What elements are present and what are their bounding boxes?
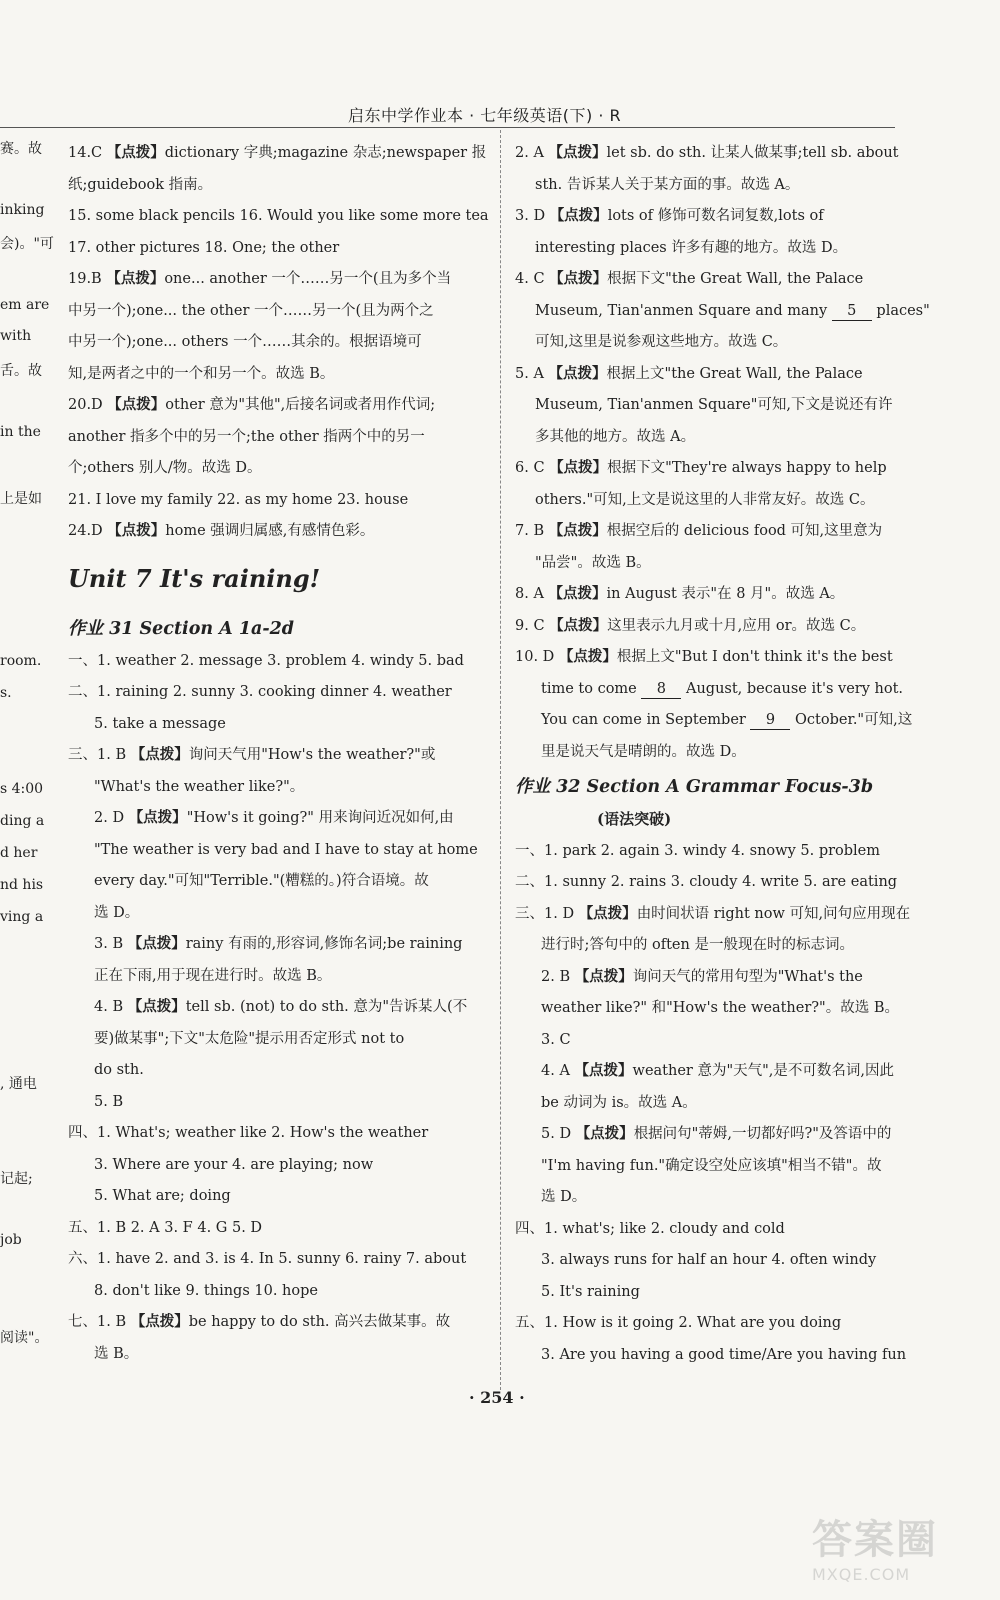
page-header <box>0 103 1000 125</box>
answer-20: 20.D 【点拨】other 意为"其他",后接名词或者用作代词; <box>68 397 436 413</box>
part-4: 四、1. what's; like 2. cloudy and cold <box>515 1220 785 1237</box>
answer-line: 选 D。 <box>541 1189 587 1205</box>
edge-text: 阅读"。 <box>0 1330 49 1346</box>
answer-line: interesting places 许多有趣的地方。故选 D。 <box>535 239 848 256</box>
blank-9: 9 <box>750 711 790 730</box>
answer-line: Museum, Tian'anmen Square"可知,下文是说还有许 <box>535 397 893 413</box>
answer-line: weather like?" 和"How's the weather?"。故选 B。 <box>541 1000 899 1016</box>
answer-line: 可知,这里是说参观这些地方。故选 C。 <box>535 334 788 350</box>
edge-text: in the <box>0 424 41 440</box>
column-divider <box>500 130 501 1390</box>
answer-line: "What's the weather like?"。 <box>94 778 305 795</box>
answer-line: 选 D。 <box>94 904 140 921</box>
answer-r9: 9. C 【点拨】这里表示九月或十月,应用 or。故选 C。 <box>515 617 866 634</box>
part-1: 一、1. weather 2. message 3. problem 4. windy 5. bad <box>68 652 464 669</box>
answer-line: "The weather is very bad and I have to stay at home <box>94 841 478 858</box>
part-2: 二、1. raining 2. sunny 3. cooking dinner 4. weather <box>68 684 452 700</box>
answer-17-18: 17. other pictures 18. One; the other <box>68 239 340 256</box>
part-6-cont: 8. don't like 9. things 10. hope <box>94 1282 318 1299</box>
answer-line: 选 B。 <box>94 1345 139 1362</box>
edge-text: with <box>0 328 32 344</box>
answer-21-23: 21. I love my family 22. as my home 23. house <box>68 491 409 508</box>
edge-text: em are <box>0 297 50 313</box>
answer-line: every day."可知"Terrible."(糟糕的。)符合语境。故 <box>94 873 429 889</box>
answer-19: 19.B 【点拨】one... another 一个……另一个(且为多个当 <box>68 271 452 287</box>
answer-24: 24.D 【点拨】home 强调归属感,有感情色彩。 <box>68 523 375 539</box>
part-3-q2: 2. D 【点拨】"How's it going?" 用来询问近况如何,由 <box>94 810 454 826</box>
answer-r7: 7. B 【点拨】根据空后的 delicious food 可知,这里意为 <box>515 523 883 539</box>
watermark-logo <box>812 1508 972 1593</box>
right-column <box>515 138 930 1371</box>
section-31-title: 作业 31 Section A 1a-2d <box>68 618 295 639</box>
answer-r2: 2. A 【点拨】let sb. do sth. 让某人做某事;tell sb. about <box>515 145 899 161</box>
blank-8: 8 <box>641 680 681 699</box>
edge-text: room. <box>0 653 42 669</box>
part-4-cont: 5. It's raining <box>541 1283 640 1300</box>
part-3-q5: 5. D 【点拨】根据问句"蒂姆,一切都好吗?"及答语中的 <box>541 1126 892 1142</box>
part-1: 一、1. park 2. again 3. windy 4. snowy 5. problem <box>515 842 881 859</box>
answer-line: sth. 告诉某人关于某方面的事。故选 A。 <box>535 176 800 193</box>
part-3-q4: 4. A 【点拨】weather 意为"天气",是不可数名词,因此 <box>541 1063 895 1079</box>
part-3-q2: 2. B 【点拨】询问天气的常用句型为"What's the <box>541 968 863 985</box>
edge-text: s 4:00 <box>0 781 44 797</box>
header-rule <box>0 127 895 128</box>
edge-text: 赛。故 <box>0 141 42 157</box>
part-3-q4: 4. B 【点拨】tell sb. (not) to do sth. 意为"告诉某人(不 <box>94 999 468 1015</box>
answer-line: 纸;guidebook 指南。 <box>68 176 213 193</box>
left-column <box>68 138 489 1370</box>
section-32-title: 作业 32 Section A Grammar Focus-3b <box>515 777 874 797</box>
edge-text: ving a <box>0 909 44 925</box>
part-4-cont: 3. always runs for half an hour 4. often windy <box>541 1252 877 1268</box>
answer-line: 进行时;答句中的 often 是一般现在时的标志词。 <box>541 937 854 953</box>
book-title: 启东中学作业本 · 七年级英语(下) · R <box>348 106 622 125</box>
edge-text: , 通电 <box>0 1076 37 1092</box>
answer-line: 里是说天气是晴朗的。故选 D。 <box>541 743 746 760</box>
answer-line: You can come in September 9 October."可知,这 <box>541 712 913 728</box>
left-edge-fragments <box>0 0 54 1600</box>
edge-text: ding a <box>0 813 45 829</box>
answer-line: "品尝"。故选 B。 <box>535 554 651 571</box>
edge-text: s. <box>0 685 12 701</box>
answer-line: 多其他的地方。故选 A。 <box>535 428 696 445</box>
section-32-subtitle: (语法突破) <box>597 810 672 828</box>
part-4: 四、1. What's; weather like 2. How's the weather <box>68 1125 429 1141</box>
answer-line: 个;others 别人/物。故选 D。 <box>68 460 262 476</box>
answer-line: do sth. <box>94 1062 144 1078</box>
edge-text: 舌。故 <box>0 363 42 379</box>
answer-r8: 8. A 【点拨】in August 表示"在 8 月"。故选 A。 <box>515 586 845 602</box>
watermark-url: MXQE.COM <box>812 1565 911 1584</box>
answer-r3: 3. D 【点拨】lots of 修饰可数名词复数,lots of <box>515 208 824 224</box>
answer-line: 知,是两者之中的一个和另一个。故选 B。 <box>68 365 335 382</box>
edge-text: nd his <box>0 877 44 893</box>
answer-14: 14.C 【点拨】dictionary 字典;magazine 杂志;newspaper 报 <box>68 145 487 161</box>
part-5-cont: 3. Are you having a good time/Are you having fun <box>541 1346 907 1363</box>
answer-15-16: 15. some black pencils 16. Would you like some more tea <box>68 208 489 224</box>
answer-line: "I'm having fun."确定设空处应该填"相当不错"。故 <box>541 1157 882 1174</box>
part-2: 二、1. sunny 2. rains 3. cloudy 4. write 5. are eating <box>515 874 898 890</box>
answer-line: another 指多个中的另一个;the other 指两个中的另一 <box>68 428 425 445</box>
answer-line: Museum, Tian'anmen Square and many 5 places" <box>535 302 930 319</box>
edge-text: 记起; <box>0 1171 33 1187</box>
blank-5: 5 <box>832 302 872 321</box>
answer-r6: 6. C 【点拨】根据下文"They're always happy to help <box>515 460 887 476</box>
part-5: 五、1. How is it going 2. What are you doing <box>515 1315 842 1331</box>
part-5: 五、1. B 2. A 3. F 4. G 5. D <box>68 1219 263 1236</box>
answer-line: 中另一个);one... the other 一个……另一个(且为两个之 <box>68 302 434 319</box>
part-6: 六、1. have 2. and 3. is 4. In 5. sunny 6. rainy 7. about <box>68 1251 467 1267</box>
answer-r4: 4. C 【点拨】根据下文"the Great Wall, the Palace <box>515 271 864 287</box>
watermark-text: 答案圈 <box>812 1517 938 1563</box>
answer-line: 要)做某事";下文"太危险"提示用否定形式 not to <box>94 1030 405 1047</box>
answer-line: 正在下雨,用于现在进行时。故选 B。 <box>94 967 332 984</box>
part-3-q3: 3. B 【点拨】rainy 有雨的,形容词,修饰名词;be raining <box>94 936 463 952</box>
answer-line: be 动词为 is。故选 A。 <box>541 1094 697 1111</box>
part-3-q1: 三、1. D 【点拨】由时间状语 right now 可知,问句应用现在 <box>515 905 911 922</box>
answer-line: 中另一个);one... others 一个……其余的。根据语境可 <box>68 334 422 350</box>
part-4-cont: 3. Where are your 4. are playing; now <box>94 1156 374 1173</box>
part-3-q3: 3. C <box>541 1031 571 1048</box>
edge-text: inking <box>0 202 45 218</box>
part-2-cont: 5. take a message <box>94 715 226 732</box>
answer-r5: 5. A 【点拨】根据上文"the Great Wall, the Palace <box>515 365 863 382</box>
answer-r10: 10. D 【点拨】根据上文"But I don't think it's the best <box>515 649 893 665</box>
edge-text: d her <box>0 845 38 861</box>
unit-title: Unit 7 It's raining! <box>68 563 321 593</box>
part-3-q5: 5. B <box>94 1093 124 1110</box>
edge-text: job <box>0 1232 22 1248</box>
part-7-q1: 七、1. B 【点拨】be happy to do sth. 高兴去做某事。故 <box>68 1314 451 1330</box>
part-4-cont: 5. What are; doing <box>94 1188 231 1204</box>
edge-text: 会)。"可 <box>0 236 54 252</box>
page-number: · 254 · <box>469 1388 525 1407</box>
part-3-q1: 三、1. B 【点拨】询问天气用"How's the weather?"或 <box>68 747 436 763</box>
answer-line: time to come 8 August, because it's very hot. <box>541 680 904 697</box>
edge-text: 上是如 <box>0 491 42 507</box>
answer-line: others."可知,上文是说这里的人非常友好。故选 C。 <box>535 491 875 508</box>
